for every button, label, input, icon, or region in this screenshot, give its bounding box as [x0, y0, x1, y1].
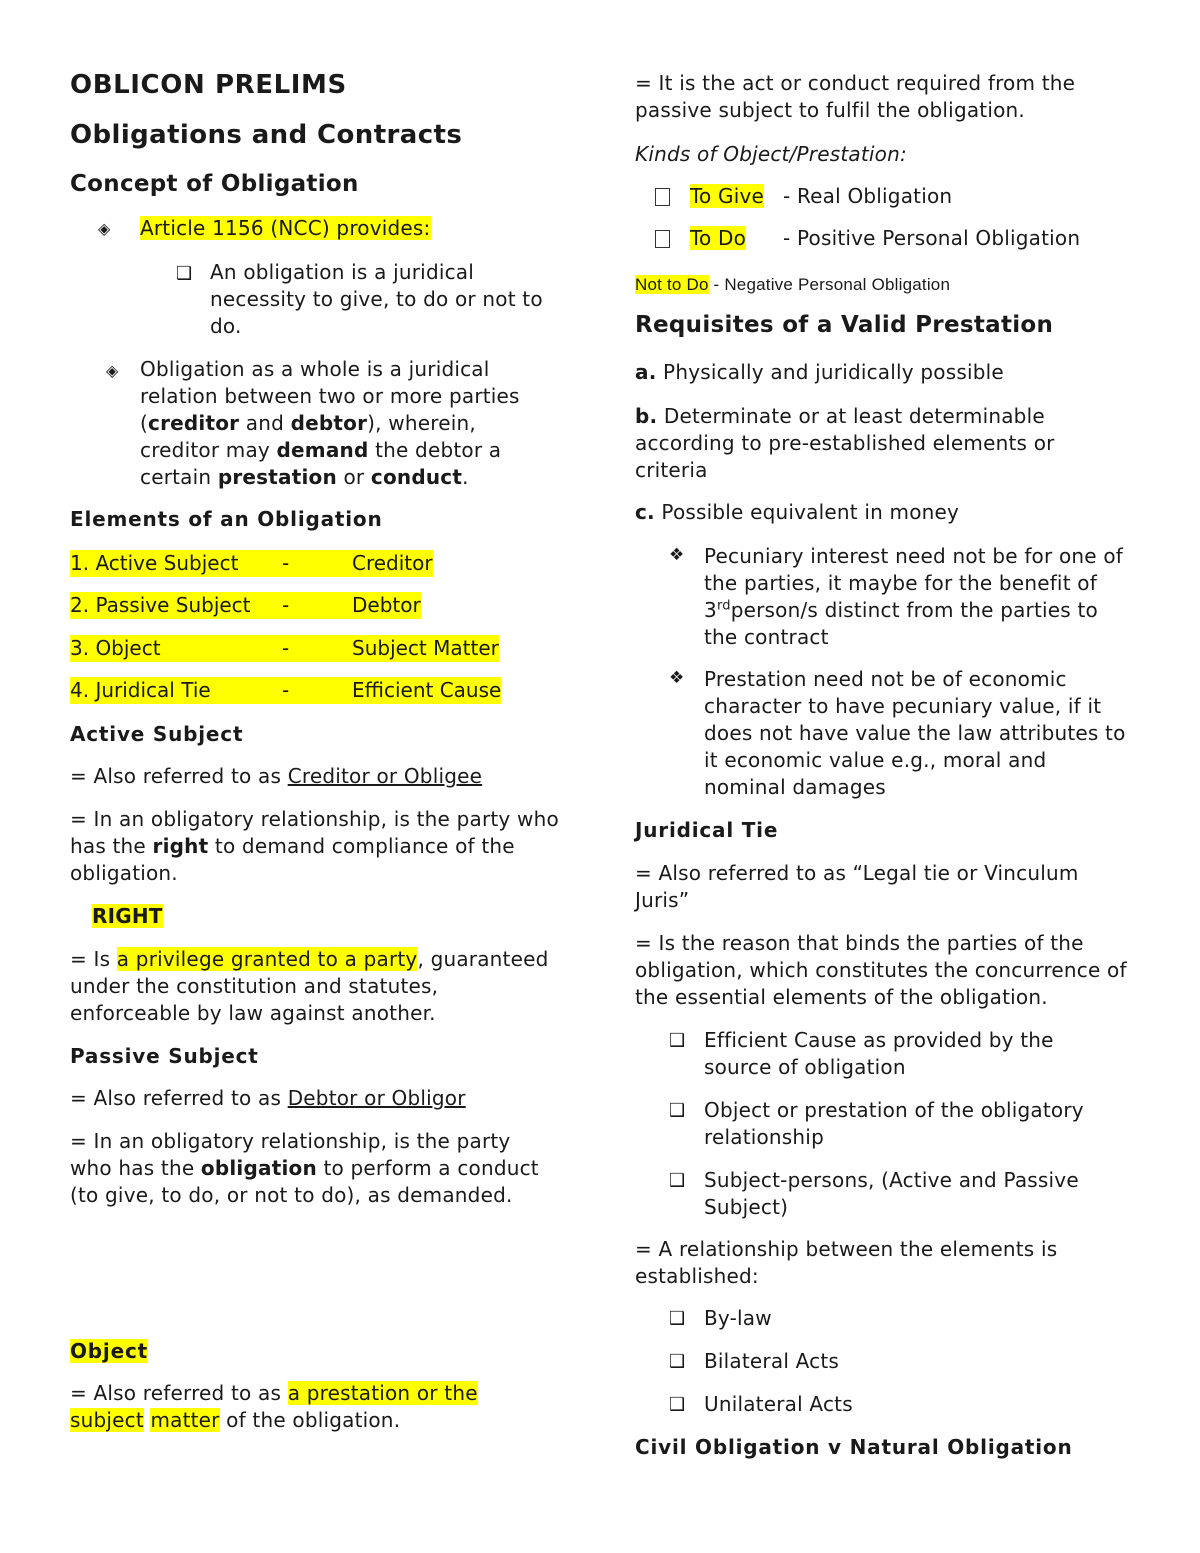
requisite-c: c. Possible equivalent in money: [635, 500, 960, 524]
checkbox-bullet-icon: ❑: [176, 263, 193, 284]
kind-do-desc: - Positive Personal Obligation: [783, 226, 1081, 250]
kinds-heading: Kinds of Object/Prestation:: [635, 142, 907, 166]
missing-glyph-icon: [655, 188, 670, 206]
element-label: 3. Object: [70, 635, 270, 662]
passive-subject-def: = In an obligatory relationship, is the party who has the obligation to perform a conduct (to give, to do, or not to do), as demanded.: [70, 1129, 539, 1207]
element-label: 1. Active Subject: [70, 550, 270, 577]
diamond-bullet-icon: ◈: [106, 361, 119, 380]
article-sub-text: An obligation is a juridical necessity to give, to do or not to do.: [210, 260, 543, 338]
page-subtitle: Obligations and Contracts: [70, 120, 463, 150]
right-label: RIGHT: [92, 904, 163, 928]
checkbox-bullet-icon: ❑: [669, 1100, 686, 1121]
obligation-whole-text: Obligation as a whole is a juridical relation between two or more parties (creditor and debtor), wherein, creditor may demand the debtor a certain prestation or conduct.: [140, 357, 520, 489]
civil-natural-heading: Civil Obligation v Natural Obligation: [635, 1435, 1073, 1459]
element-dash: -: [270, 550, 364, 577]
checkbox-bullet-icon: ❑: [669, 1030, 686, 1051]
object-def-line1: = Also referred to as a prestation or the: [70, 1381, 478, 1405]
element-value: Debtor: [352, 593, 421, 617]
elements-heading: Elements of an Obligation: [70, 507, 383, 531]
not-to-do-line: Not to Do - Negative Personal Obligation: [635, 275, 951, 294]
right-def: = Is a privilege granted to a party, guaranteed under the constitution and statutes, enforceable by law against another.: [70, 947, 549, 1025]
element-value: Subject Matter: [352, 636, 499, 660]
article-text: Article 1156 (NCC) provides:: [140, 216, 431, 240]
diamond-bullet-icon: ◈: [98, 219, 111, 238]
clover-bullet-icon: ❖: [669, 545, 685, 565]
checkbox-bullet-icon: ❑: [669, 1351, 686, 1372]
active-subject-ref: = Also referred to as Creditor or Obligee: [70, 764, 483, 788]
pecuniary-note-1: Pecuniary interest need not be for one of the parties, it maybe for the benefit of 3rdperson/s distinct from the parties to the contract: [704, 544, 1124, 649]
act-definition: = It is the act or conduct required from the passive subject to fulfil the obligation.: [635, 71, 1076, 122]
checkbox-bullet-icon: ❑: [669, 1170, 686, 1191]
pecuniary-note-2: Prestation need not be of economic character to have pecuniary value, if it does not have value the law attributes to it economic value e.g., moral and nominal damages: [704, 667, 1126, 799]
object-def-line2: subject matter of the obligation.: [70, 1408, 401, 1432]
requisite-b: b. Determinate or at least determinable according to pre-established elements or criteria: [635, 404, 1055, 482]
clover-bullet-icon: ❖: [669, 668, 685, 688]
element-dash: -: [270, 592, 364, 619]
concept-heading: Concept of Obligation: [70, 171, 359, 197]
relationship-def: = A relationship between the elements is established:: [635, 1237, 1058, 1288]
object-heading: Object: [70, 1339, 148, 1363]
rel-item: Bilateral Acts: [704, 1349, 840, 1373]
jt-item: Subject-persons, (Active and Passive Subject): [704, 1168, 1079, 1219]
rel-item: By-law: [704, 1306, 772, 1330]
kind-give-desc: - Real Obligation: [783, 184, 953, 208]
element-dash: -: [270, 635, 364, 662]
requisite-a: a. Physically and juridically possible: [635, 360, 1004, 384]
juridical-tie-heading: Juridical Tie: [635, 818, 779, 842]
kind-give-label: To Give: [690, 184, 765, 208]
checkbox-bullet-icon: ❑: [669, 1308, 686, 1329]
requisites-heading: Requisites of a Valid Prestation: [635, 312, 1054, 338]
element-label: 2. Passive Subject: [70, 592, 270, 619]
element-label: 4. Juridical Tie: [70, 677, 270, 704]
jt-item: Object or prestation of the obligatory relationship: [704, 1098, 1084, 1149]
juridical-tie-def: = Is the reason that binds the parties of the obligation, which constitutes the concurrence of the essential elements of the obligation.: [635, 931, 1127, 1009]
juridical-tie-ref: = Also referred to as “Legal tie or Vinculum Juris”: [635, 861, 1079, 912]
missing-glyph-icon: [655, 230, 670, 248]
page-title: OBLICON PRELIMS: [70, 70, 347, 100]
element-value: Efficient Cause: [352, 678, 502, 702]
element-value: Creditor: [352, 551, 433, 575]
element-dash: -: [270, 677, 364, 704]
rel-item: Unilateral Acts: [704, 1392, 853, 1416]
passive-subject-ref: = Also referred to as Debtor or Obligor: [70, 1086, 466, 1110]
active-subject-heading: Active Subject: [70, 722, 244, 746]
checkbox-bullet-icon: ❑: [669, 1394, 686, 1415]
active-subject-def: = In an obligatory relationship, is the party who has the right to demand compliance of the obligation.: [70, 807, 559, 885]
passive-subject-heading: Passive Subject: [70, 1044, 259, 1068]
jt-item: Efficient Cause as provided by the source of obligation: [704, 1028, 1054, 1079]
kind-do-label: To Do: [690, 226, 747, 250]
